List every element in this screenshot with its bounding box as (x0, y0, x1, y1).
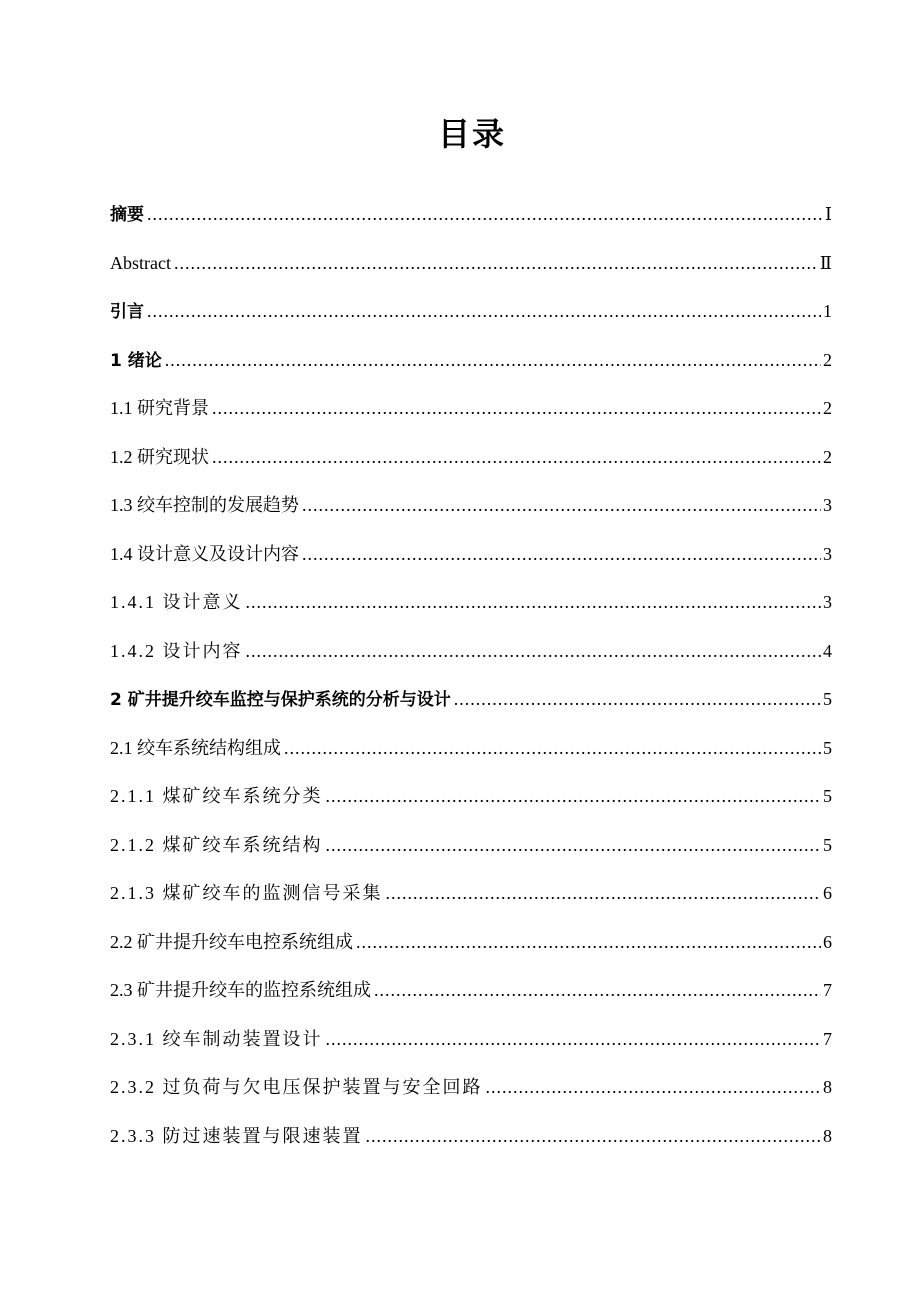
toc-dot-leader (147, 190, 823, 239)
toc-entry-label: 2.3.1 绞车制动装置设计 (110, 1028, 323, 1049)
toc-entry-page: 6 (823, 883, 832, 903)
toc-entry-page: 5 (823, 737, 832, 758)
toc-entry-label: 2.1.2 煤矿绞车系统结构 (110, 834, 323, 855)
toc-entry-label: 2.3 矿井提升绞车的监控系统组成 (110, 980, 371, 1000)
toc-dot-leader (246, 627, 822, 676)
toc-dot-leader (302, 481, 821, 530)
toc-entry[interactable] (110, 190, 832, 239)
toc-entry[interactable] (110, 918, 832, 967)
toc-entry[interactable] (110, 433, 832, 482)
toc-entry[interactable] (110, 384, 832, 433)
toc-entry[interactable] (110, 481, 832, 530)
toc-entry-page: 8 (823, 1125, 832, 1146)
toc-dot-leader (326, 1015, 822, 1064)
toc-entry-page: 4 (823, 640, 832, 661)
toc-dot-leader (302, 530, 821, 579)
toc-entry[interactable] (110, 336, 832, 385)
toc-dot-leader (326, 772, 822, 821)
toc-title: 目录 (437, 115, 506, 153)
toc-entry-label: 2.1.1 煤矿绞车系统分类 (110, 786, 323, 806)
toc-entry[interactable] (110, 772, 832, 821)
toc-entry-label: 2.3.3 防过速装置与限速装置 (110, 1125, 363, 1146)
toc-entry-label: 2.1.3 煤矿绞车的监测信号采集 (110, 883, 383, 903)
toc-entry-page: 3 (823, 495, 832, 515)
toc-entry-label: 摘要 (110, 205, 144, 225)
toc-dot-leader (284, 724, 821, 773)
toc-dot-leader (147, 287, 821, 336)
toc-entry-label: 1.4.1 设计意义 (110, 592, 243, 612)
toc-dot-leader (356, 918, 821, 967)
toc-entry-label: 1.4.2 设计内容 (110, 640, 243, 661)
toc-dot-leader (366, 1112, 822, 1161)
toc-entry-page: 5 (823, 834, 832, 855)
toc-dot-leader (486, 1063, 822, 1112)
toc-entry-page: 7 (823, 980, 832, 1000)
toc-entry-page: 8 (823, 1077, 832, 1097)
toc-entry[interactable] (110, 724, 832, 773)
toc-entry-label: Abstract (110, 252, 171, 273)
toc-entry[interactable] (110, 287, 832, 336)
toc-entry-page: 3 (823, 543, 832, 564)
toc-entry[interactable] (110, 869, 832, 918)
toc-entry-label: 1.3 绞车控制的发展趋势 (110, 495, 299, 515)
toc-entry-label: 2 矿井提升绞车监控与保护系统的分析与设计 (110, 690, 451, 710)
toc-entry-label: 1 绪论 (110, 350, 162, 371)
toc-entry-page: 3 (823, 592, 832, 612)
toc-dot-leader (246, 578, 822, 627)
toc-entry-page: 6 (823, 931, 832, 952)
table-of-contents (110, 190, 832, 1160)
toc-entry-page: Ⅱ (819, 252, 832, 273)
toc-entry[interactable] (110, 627, 832, 676)
toc-entry-label: 2.1 绞车系统结构组成 (110, 737, 281, 758)
toc-entry[interactable] (110, 675, 832, 724)
toc-entry-page: 5 (823, 689, 832, 709)
toc-dot-leader (174, 239, 818, 288)
toc-entry-page: 2 (823, 446, 832, 467)
toc-entry[interactable] (110, 1063, 832, 1112)
toc-entry[interactable] (110, 1015, 832, 1064)
toc-dot-leader (165, 336, 821, 385)
toc-entry-page: Ⅰ (824, 204, 832, 224)
toc-entry[interactable] (110, 1112, 832, 1161)
toc-entry-label: 1.1 研究背景 (110, 398, 209, 418)
toc-entry-page: 5 (823, 786, 832, 806)
toc-entry-label: 2.2 矿井提升绞车电控系统组成 (110, 931, 353, 952)
toc-entry[interactable] (110, 821, 832, 870)
toc-dot-leader (374, 966, 821, 1015)
toc-dot-leader (212, 384, 821, 433)
toc-entry[interactable] (110, 966, 832, 1015)
toc-entry-label: 1.2 研究现状 (110, 446, 209, 467)
toc-entry-page: 1 (823, 301, 832, 321)
toc-entry[interactable] (110, 578, 832, 627)
toc-entry-label: 引言 (110, 302, 144, 322)
toc-dot-leader (326, 821, 822, 870)
toc-entry-page: 2 (823, 398, 832, 418)
toc-entry[interactable] (110, 239, 832, 288)
toc-dot-leader (454, 675, 821, 724)
toc-entry-label: 1.4 设计意义及设计内容 (110, 543, 299, 564)
toc-entry-page: 2 (823, 349, 832, 370)
toc-entry-label: 2.3.2 过负荷与欠电压保护装置与安全回路 (110, 1077, 483, 1097)
toc-entry-page: 7 (823, 1028, 832, 1049)
toc-entry[interactable] (110, 530, 832, 579)
toc-dot-leader (212, 433, 821, 482)
toc-dot-leader (386, 869, 822, 918)
